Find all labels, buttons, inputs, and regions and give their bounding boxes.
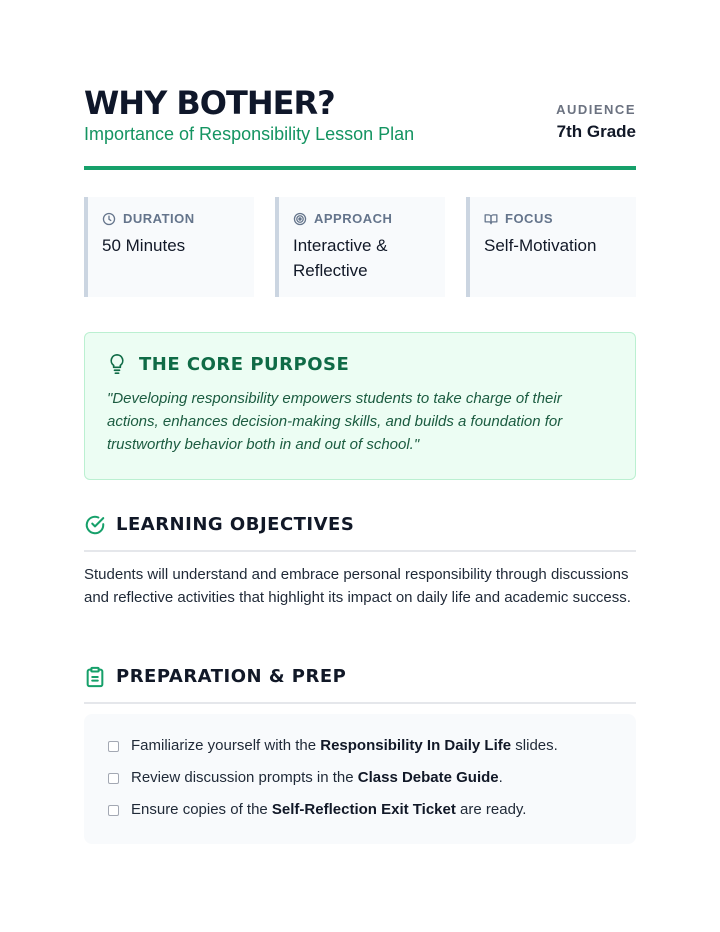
core-purpose-box — [84, 332, 636, 480]
approach-value: Interactive & Reflective — [293, 236, 388, 280]
duration-card — [84, 197, 254, 297]
focus-label: FOCUS — [505, 211, 553, 226]
prep-item — [108, 736, 612, 756]
target-icon — [293, 212, 307, 226]
book-open-icon — [484, 212, 498, 226]
prep-checkbox[interactable] — [108, 741, 119, 752]
approach-card — [275, 197, 445, 297]
focus-value: Self-Motivation — [484, 236, 597, 255]
check-circle-icon — [84, 514, 106, 536]
learning-objectives-header — [84, 514, 636, 552]
duration-value: 50 Minutes — [102, 236, 186, 255]
page-title: WHY BOTHER? — [84, 84, 335, 122]
prep-checkbox[interactable] — [108, 805, 119, 816]
prep-item-text: Ensure copies of the Self-Reflection Exit Ticket are ready. — [131, 801, 527, 818]
preparation-title: PREPARATION & PREP — [116, 666, 347, 687]
prep-checkbox[interactable] — [108, 773, 119, 784]
audience-block — [556, 102, 636, 142]
info-cards — [84, 197, 636, 297]
lightbulb-icon — [107, 353, 127, 375]
preparation-header — [84, 666, 636, 704]
focus-card — [466, 197, 636, 297]
approach-label: APPROACH — [314, 211, 393, 226]
clipboard-icon — [84, 666, 106, 688]
page-subtitle: Importance of Responsibility Lesson Plan — [84, 124, 415, 144]
prep-checklist — [84, 714, 636, 844]
clock-icon — [102, 212, 116, 226]
duration-label: DURATION — [123, 211, 195, 226]
audience-value: 7th Grade — [556, 122, 636, 141]
prep-item-text: Familiarize yourself with the Responsibility In Daily Life slides. — [131, 737, 558, 754]
learning-objectives-text: Students will understand and embrace personal responsibility through discussions and reflective activities that highlight its impact on daily life and academic success. — [84, 566, 631, 606]
prep-item — [108, 800, 612, 820]
learning-objectives-title: LEARNING OBJECTIVES — [116, 514, 355, 535]
core-purpose-quote: "Developing responsibility empowers students to take charge of their actions, enhances decision-making skills, and builds a foundation for trustworthy behavior both in and out of school." — [107, 390, 563, 453]
prep-item-text: Review discussion prompts in the Class Debate Guide. — [131, 769, 503, 786]
audience-label: AUDIENCE — [556, 102, 636, 117]
core-purpose-title: THE CORE PURPOSE — [139, 353, 350, 375]
page-header — [84, 84, 636, 170]
prep-item — [108, 768, 612, 788]
